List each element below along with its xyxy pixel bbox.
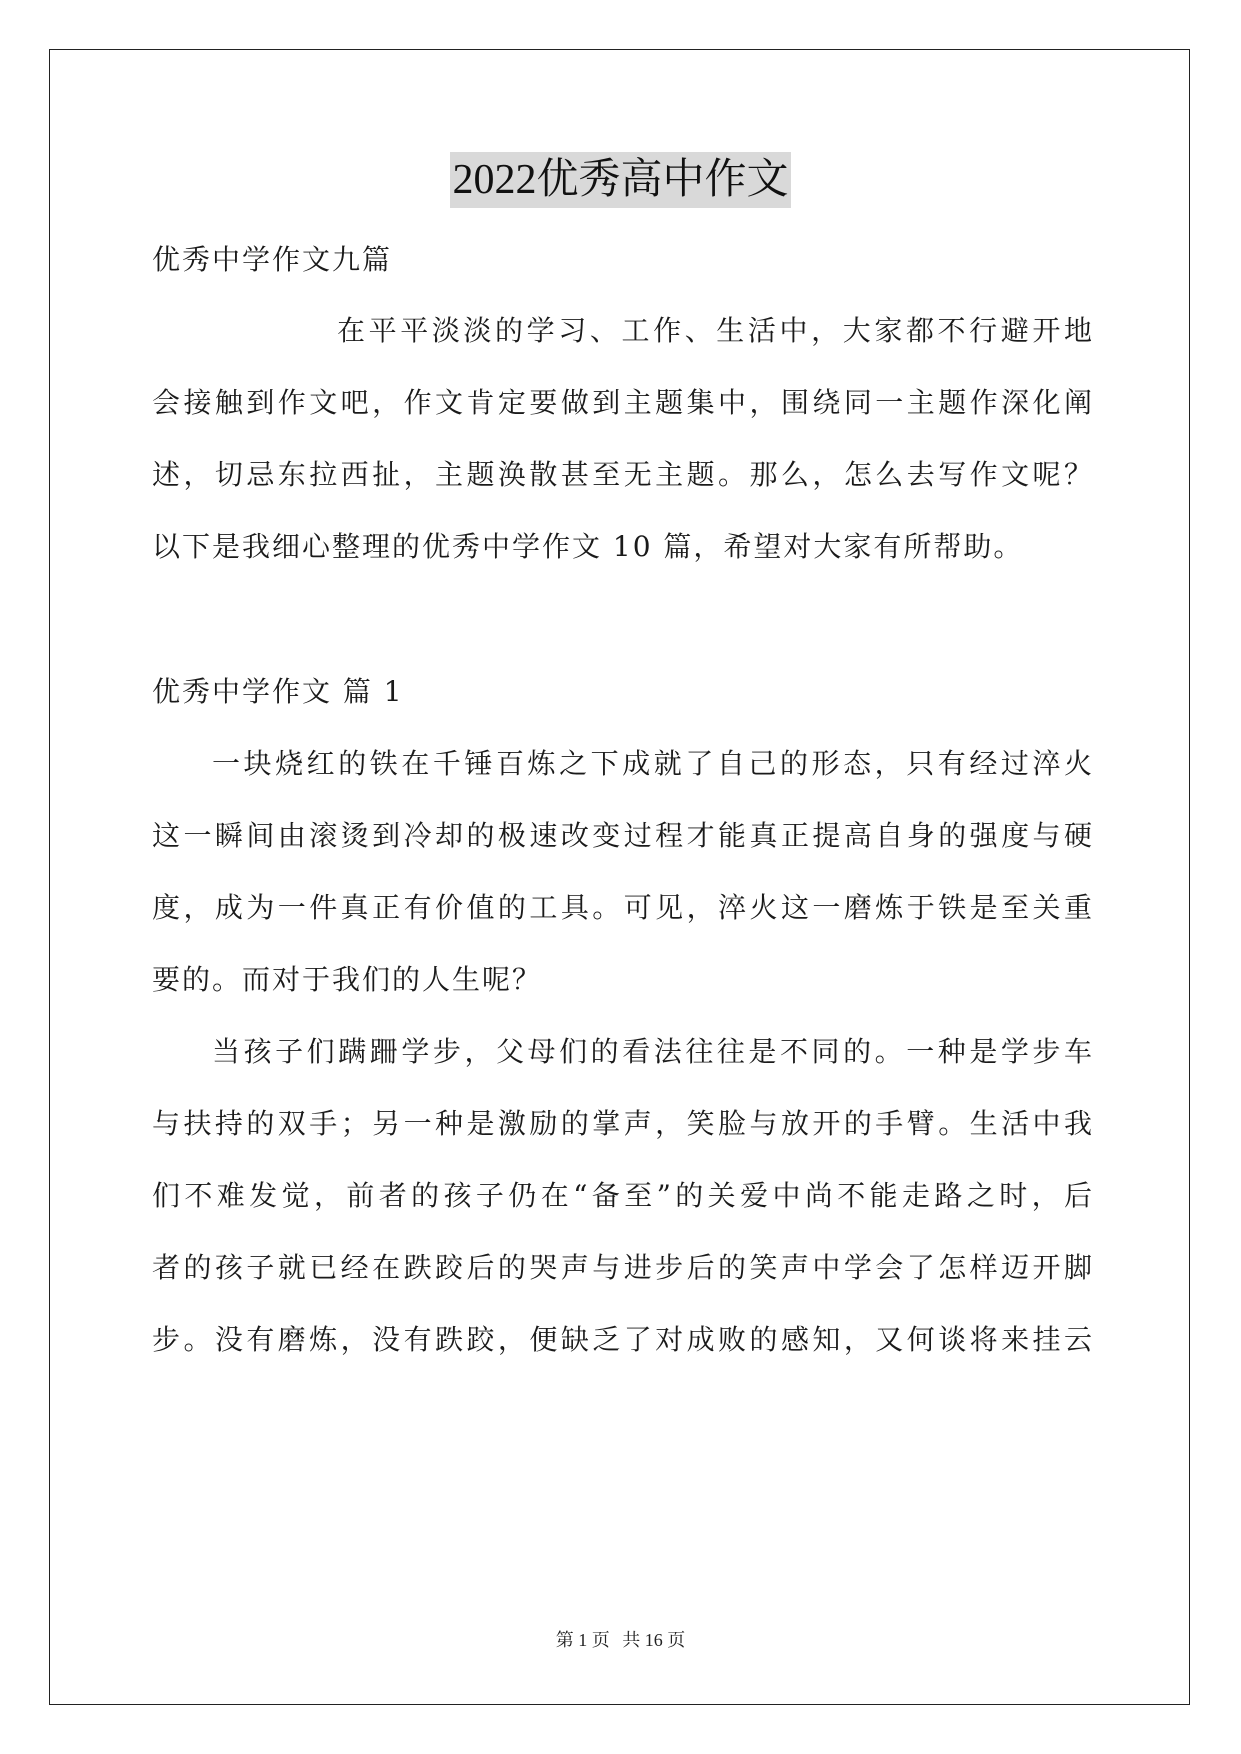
paragraph-line: 们不难发觉，前者的孩子仍在“备至”的关爱中尚不能走路之时，后 <box>152 1179 1092 1212</box>
document-subtitle: 优秀中学作文九篇 <box>152 243 393 276</box>
paragraph-line: 一块烧红的铁在千锤百炼之下成就了自己的形态，只有经过淬火 <box>212 747 1092 780</box>
page-frame <box>49 49 1190 1705</box>
intro-line: 以下是我细心整理的优秀中学作文 10 篇，希望对大家有所帮助。 <box>152 530 1024 563</box>
document-title: 2022优秀高中作文 <box>450 152 790 208</box>
page-number: 第 1 页 <box>555 1630 610 1650</box>
intro-line: 在平平淡淡的学习、工作、生活中，大家都不行避开地 <box>337 314 1092 347</box>
paragraph-line: 步。没有磨炼，没有跌跤，便缺乏了对成败的感知，又何谈将来挂云 <box>152 1323 1092 1356</box>
paragraph-line: 与扶持的双手；另一种是激励的掌声，笑脸与放开的手臂。生活中我 <box>152 1107 1092 1140</box>
paragraph-line: 当孩子们蹒跚学步，父母们的看法往往是不同的。一种是学步车 <box>212 1035 1092 1068</box>
title-container <box>0 152 1241 208</box>
page-footer <box>0 1628 1241 1652</box>
intro-line: 述，切忌东拉西扯，主题涣散甚至无主题。那么，怎么去写作文呢？ <box>152 458 1092 491</box>
section-heading: 优秀中学作文 篇 1 <box>152 675 404 708</box>
intro-line: 会接触到作文吧，作文肯定要做到主题集中，围绕同一主题作深化阐 <box>152 386 1092 419</box>
paragraph-line: 这一瞬间由滚烫到冷却的极速改变过程才能真正提高自身的强度与硬 <box>152 819 1092 852</box>
paragraph-line: 度，成为一件真正有价值的工具。可见，淬火这一磨炼于铁是至关重 <box>152 891 1092 924</box>
page-total: 共 16 页 <box>622 1630 686 1650</box>
paragraph-line: 者的孩子就已经在跌跤后的哭声与进步后的笑声中学会了怎样迈开脚 <box>152 1251 1092 1284</box>
paragraph-line: 要的。而对于我们的人生呢？ <box>152 963 543 996</box>
